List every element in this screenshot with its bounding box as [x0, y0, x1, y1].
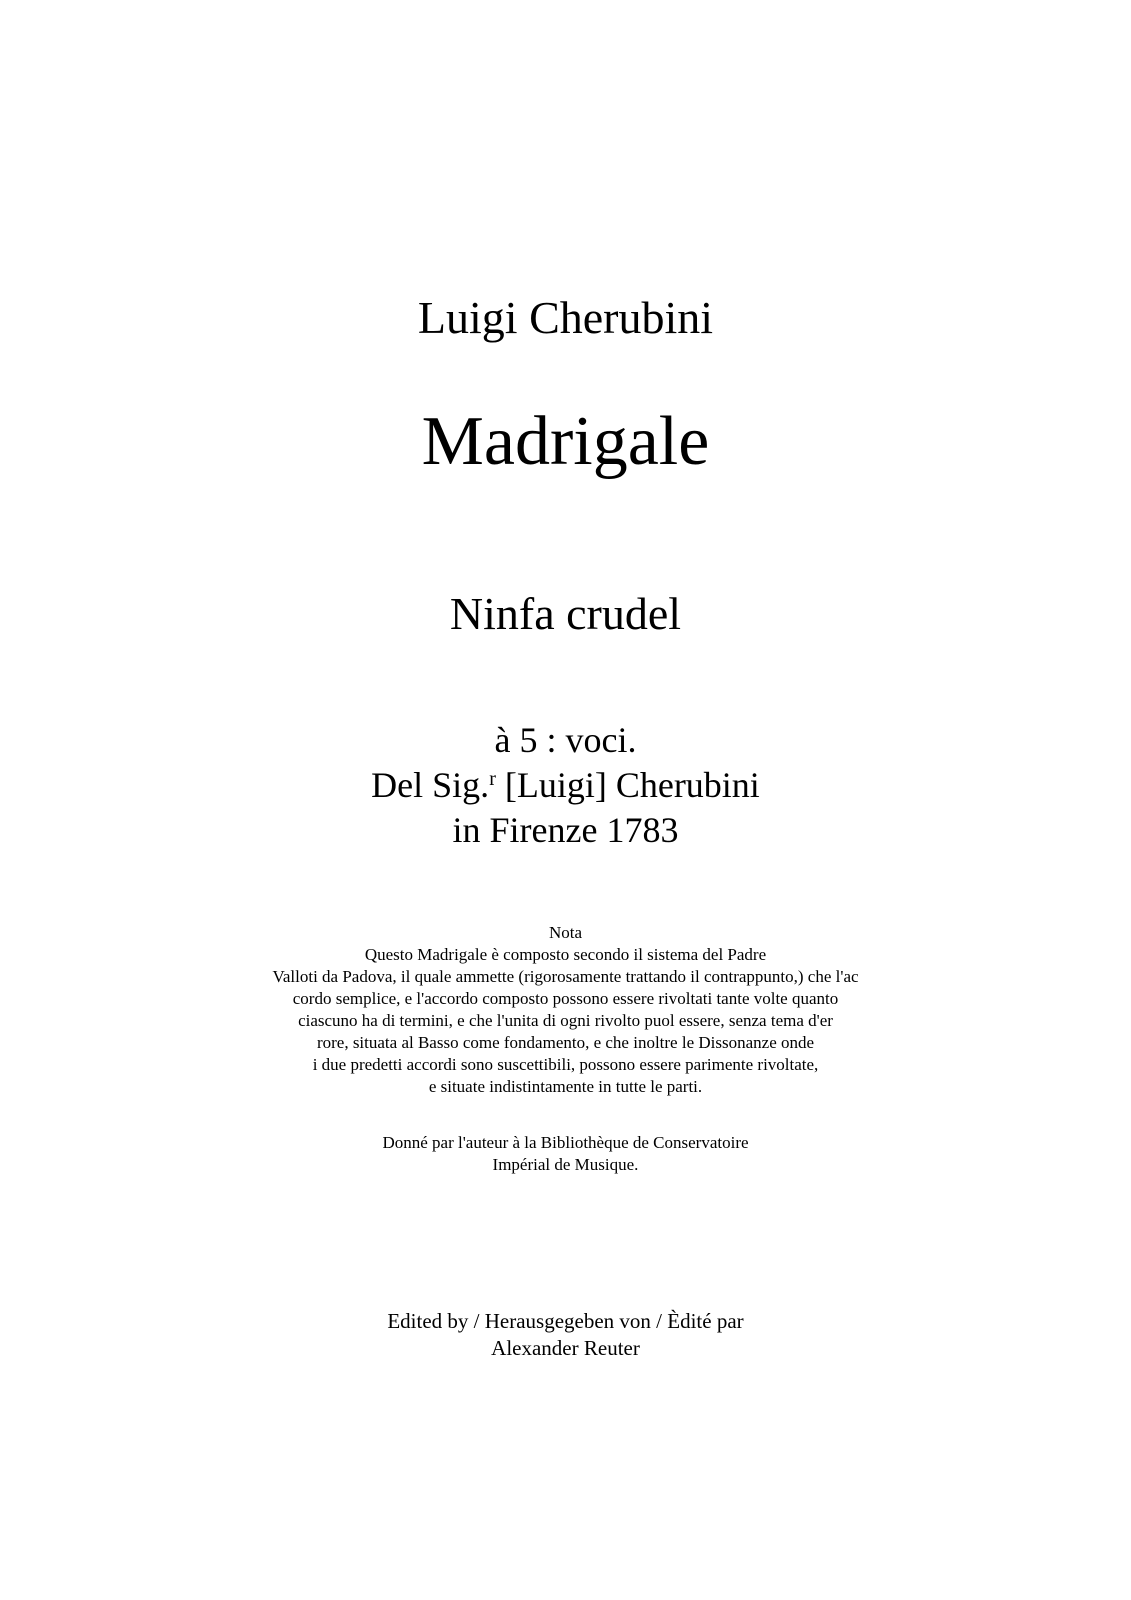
author-prefix: Del Sig. [371, 765, 490, 805]
editor-credit [0, 1308, 1131, 1362]
voices-line: à 5 : voci. [494, 720, 637, 760]
author-superscript: r [489, 768, 496, 790]
nota-line: rore, situata al Basso come fondamento, e che inoltre le Dissonanze onde [316, 1033, 815, 1052]
author-suffix: [Luigi] Cherubini [495, 765, 760, 805]
editor-name: Alexander Reuter [491, 1336, 640, 1360]
work-subtitle: Ninfa crudel [449, 588, 682, 639]
work-info [0, 718, 1131, 853]
nota-heading: Nota [548, 923, 583, 942]
nota-line: e situate indistintamente in tutte le parti. [428, 1077, 703, 1096]
nota-line: ciascuno ha di termini, e che l'unita di ogni rivolto puol essere, senza tema d'er [298, 1011, 833, 1030]
editor-label: Edited by / Herausgegeben von / Èdité par [387, 1309, 744, 1333]
nota-line: i due predetti accordi sono suscettibili, possono essere parimente rivoltate, [312, 1055, 819, 1074]
author-line [0, 763, 1131, 808]
work-title: Madrigale [421, 403, 710, 480]
donation-note [0, 1132, 1131, 1176]
nota-line: Valloti da Padova, il quale ammette (rigorosamente trattando il contrappunto,) che l'ac [272, 967, 859, 986]
nota-line: cordo semplice, e l'accordo composto possono essere rivoltati tante volte quanto [292, 989, 839, 1008]
nota-block [0, 922, 1131, 1098]
composer-name: Luigi Cherubini [417, 292, 714, 343]
donation-line: Impérial de Musique. [492, 1155, 639, 1174]
place-date-line: in Firenze 1783 [452, 810, 679, 850]
donation-line: Donné par l'auteur à la Bibliothèque de Conservatoire [382, 1133, 749, 1152]
nota-line: Questo Madrigale è composto secondo il sistema del Padre [364, 945, 767, 964]
